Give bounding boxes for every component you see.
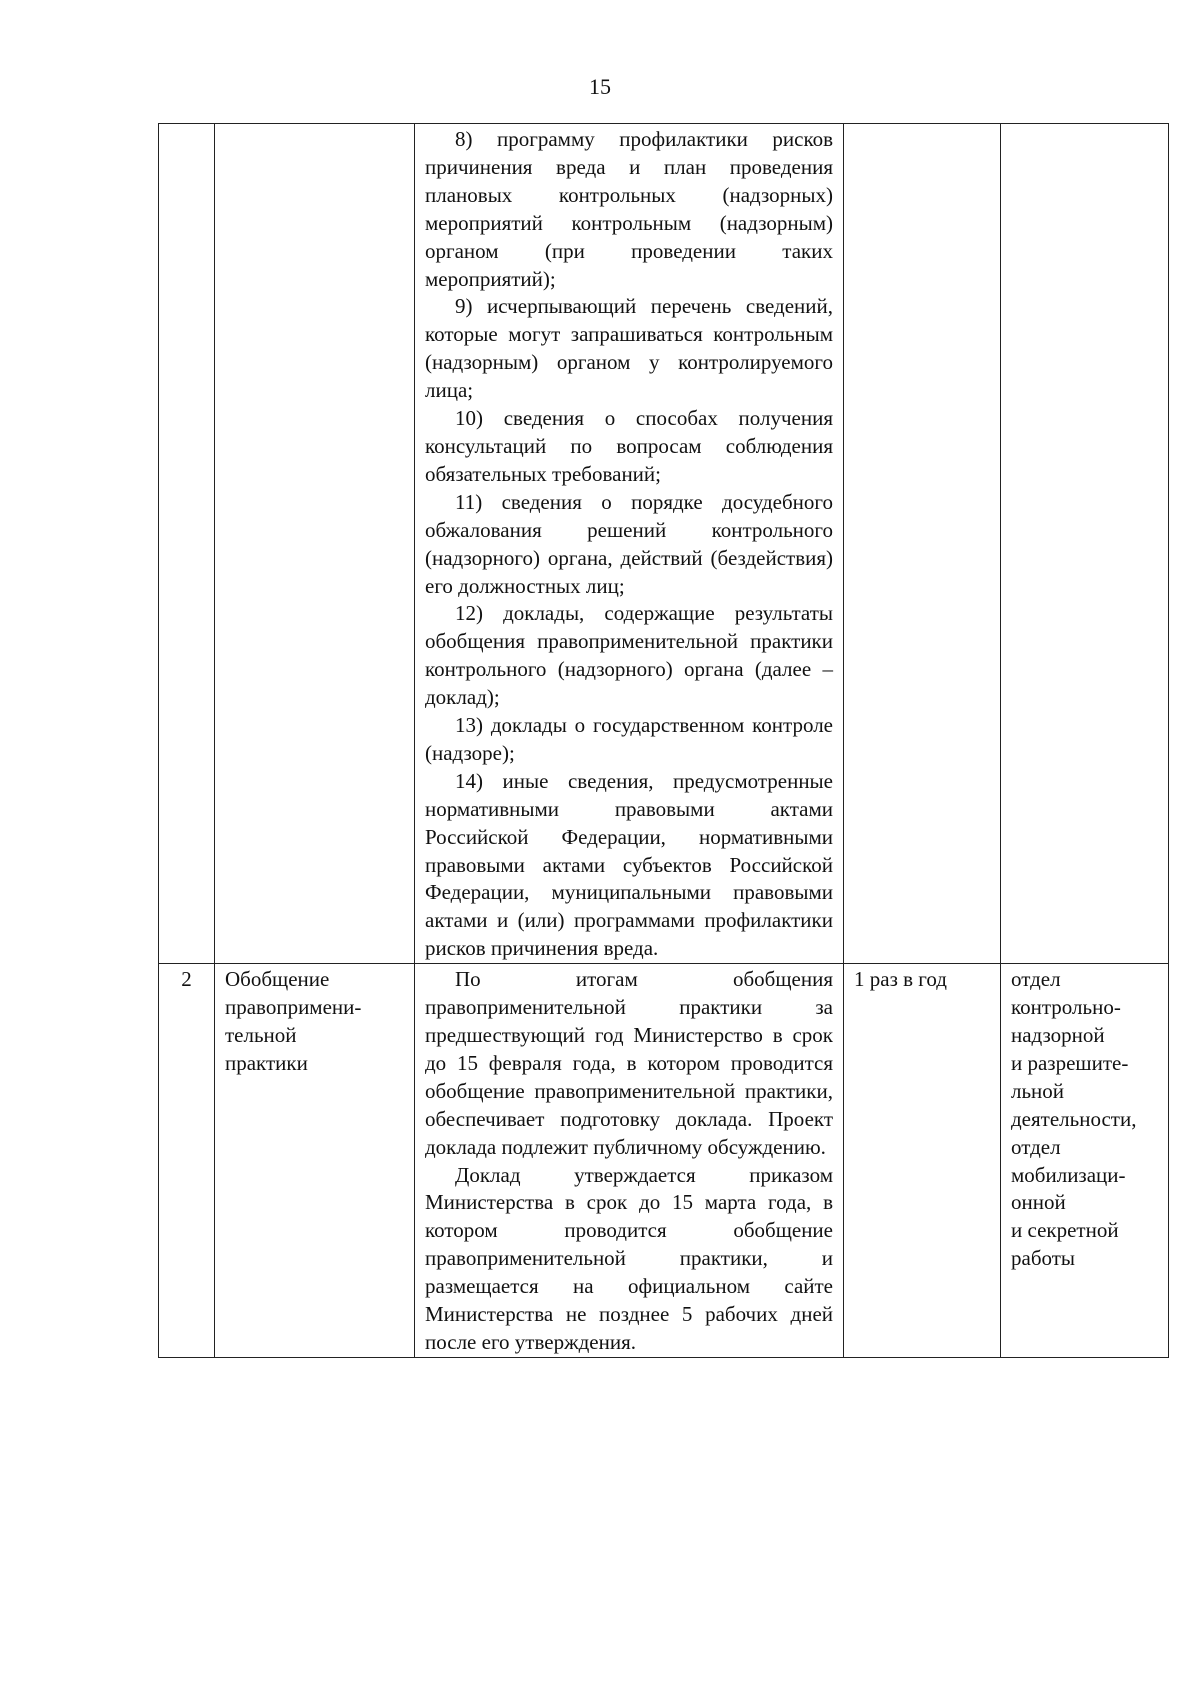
- description-paragraph: 8) программу профилактики рисков причинения вреда и план проведения плановых контрольных (надзорных) мероприятий контрольным (надзорным) органом (при проведении таких мероприятий);: [425, 127, 833, 291]
- period-cell: [844, 124, 1001, 964]
- page-number: 15: [589, 74, 611, 99]
- description-paragraph: 12) доклады, содержащие результаты обобщения правоприменительной практики контрольного (надзорного) органа (далее – доклад);: [425, 601, 833, 710]
- measure-name-line: правопримени-: [225, 995, 362, 1020]
- description-paragraph: 9) исчерпывающий перечень сведений, которые могут запрашиваться контрольным (надзорным) органом у контролируемого лица;: [425, 294, 833, 403]
- measure-name-cell: [215, 124, 415, 964]
- measure-name-line: практики: [225, 1050, 308, 1075]
- measures-table: [158, 123, 1169, 1358]
- responsible-line: льной: [1011, 1078, 1065, 1103]
- description-paragraph: 14) иные сведения, предусмотренные нормативными правовыми актами Российской Федерации, нормативными правовыми актами субъектов Российской Федерации, муниципальными правовыми актами и (или) программами профилактики рисков причинения вреда.: [425, 768, 833, 961]
- responsible-cell: [1001, 964, 1169, 1358]
- measure-name-line: тельной: [225, 1023, 297, 1047]
- responsible-line: деятельности,: [1011, 1106, 1137, 1131]
- description-paragraph: Доклад утверждается приказом Министерства в срок до 15 марта года, в котором проводится обобщение правоприменительной практики, и размещается на официальном сайте Министерства не позднее 5 рабочих дней после его утверждения.: [425, 1162, 833, 1354]
- period-cell: 1 раз в год: [844, 964, 1001, 1358]
- responsible-line: работы: [1011, 1246, 1076, 1271]
- responsible-line: контрольно-: [1011, 995, 1121, 1020]
- row-number-cell: [159, 124, 215, 964]
- responsible-line: мобилизаци-: [1011, 1162, 1126, 1187]
- table-row: [159, 124, 1169, 964]
- description-paragraph: 10) сведения о способах получения консультаций по вопросам соблюдения обязательных требований;: [425, 406, 833, 486]
- responsible-line: онной: [1011, 1190, 1066, 1215]
- row-number-cell: 2: [159, 964, 215, 1358]
- table-row: [159, 964, 1169, 1358]
- measure-description-cell: [415, 124, 844, 964]
- measure-name-cell: [215, 964, 415, 1358]
- responsible-line: отдел: [1011, 967, 1061, 992]
- measure-name-line: Обобщение: [225, 967, 330, 992]
- responsible-line: и разрешите-: [1011, 1050, 1129, 1075]
- responsible-cell: [1001, 124, 1169, 964]
- responsible-line: и секретной: [1011, 1218, 1119, 1243]
- measure-description-cell: [415, 964, 844, 1358]
- responsible-line: надзорной: [1011, 1023, 1105, 1047]
- responsible-line: отдел: [1011, 1134, 1061, 1159]
- description-paragraph: 11) сведения о порядке досудебного обжалования решений контрольного (надзорного) органа, действий (бездействия) его должностных лиц;: [425, 489, 833, 598]
- description-paragraph: 13) доклады о государственном контроле (надзоре);: [425, 713, 833, 765]
- description-paragraph: По итогам обобщения правоприменительной практики за предшествующий год Министерство в срок до 15 февраля года, в котором проводится обобщение правоприменительной практики, обеспечивает подготовку доклада. Проект доклада подлежит публичному обсуждению.: [425, 967, 833, 1159]
